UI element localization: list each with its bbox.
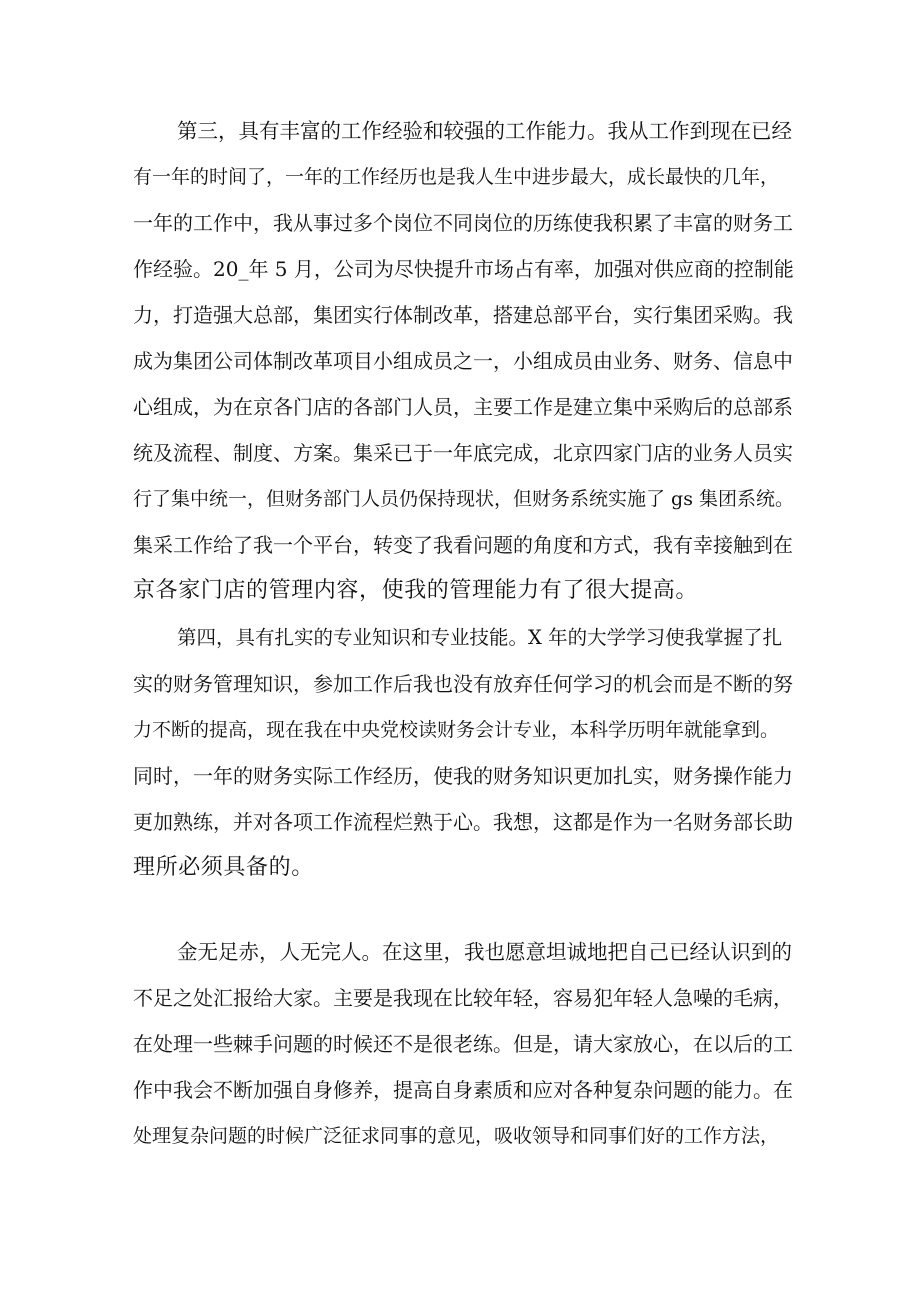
text-line: 一年的工作中，我从事过多个岗位不同岗位的历练使我积累了丰富的财务工 — [133, 211, 793, 235]
text-line: 有一年的时间了，一年的工作经历也是我人生中进步最大，成长最快的几年， — [133, 166, 780, 188]
text-line: 处理复杂问题的时候广泛征求同事的意见，吸收领导和同事们好的工作方法， — [133, 1125, 780, 1147]
text-line: 作中我会不断加强自身修养，提高自身素质和应对各种复杂问题的能力。在 — [133, 1078, 793, 1102]
text-line: 心组成，为在京各门店的各部门人员，主要工作是建立集中采购后的总部系 — [133, 395, 793, 419]
text-line: 统及流程、制度、方案。集采已于一年底完成，北京四家门店的业务人员实 — [133, 441, 793, 465]
text-line: 金无足赤，人无完人。在这里，我也愿意坦诚地把自己已经认识到的 — [177, 940, 792, 964]
text-line: 在处理一些棘手问题的时候还不是很老练。但是，请大家放心，在以后的工 — [133, 1032, 793, 1056]
text-line: 实的财务管理知识，参加工作后我也没有放弃任何学习的机会而是不断的努 — [133, 672, 793, 696]
text-line: 力，打造强大总部，集团实行体制改革，搭建总部平台，实行集团采购。我 — [133, 303, 793, 327]
text-line: 同时，一年的财务实际工作经历，使我的财务知识更加扎实，财务操作能力 — [133, 764, 793, 788]
text-line: 集采工作给了我一个平台，转变了我看问题的角度和方式，我有幸接触到在 — [133, 533, 793, 557]
text-line: 行了集中统一，但财务部门人员仍保持现状，但财务系统实施了 gs 集团系统。 — [133, 488, 794, 510]
text-line: 理所必须具备的。 — [133, 855, 314, 880]
text-line: 第三，具有丰富的工作经验和较强的工作能力。我从工作到现在已经 — [177, 119, 792, 143]
text-line: 成为集团公司体制改革项目小组成员之一，小组成员由业务、财务、信息中 — [133, 349, 793, 373]
text-line: 作经验。20_年 5 月，公司为尽快提升市场占有率，加强对供应商的控制能 — [133, 257, 794, 281]
text-line: 第四，具有扎实的专业知识和专业技能。X 年的大学学习使我掌握了扎 — [177, 626, 783, 649]
text-line: 力不断的提高，现在我在中央党校读财务会计专业，本科学历明年就能拿到。 — [133, 719, 780, 741]
text-line: 不足之处汇报给大家。主要是我现在比较年轻，容易犯年轻人急噪的毛病， — [133, 986, 793, 1010]
text-line: 京各家门店的管理内容，使我的管理能力有了很大提高。 — [133, 578, 699, 603]
text-line: 更加熟练，并对各项工作流程烂熟于心。我想，这都是作为一名财务部长助 — [133, 810, 793, 834]
